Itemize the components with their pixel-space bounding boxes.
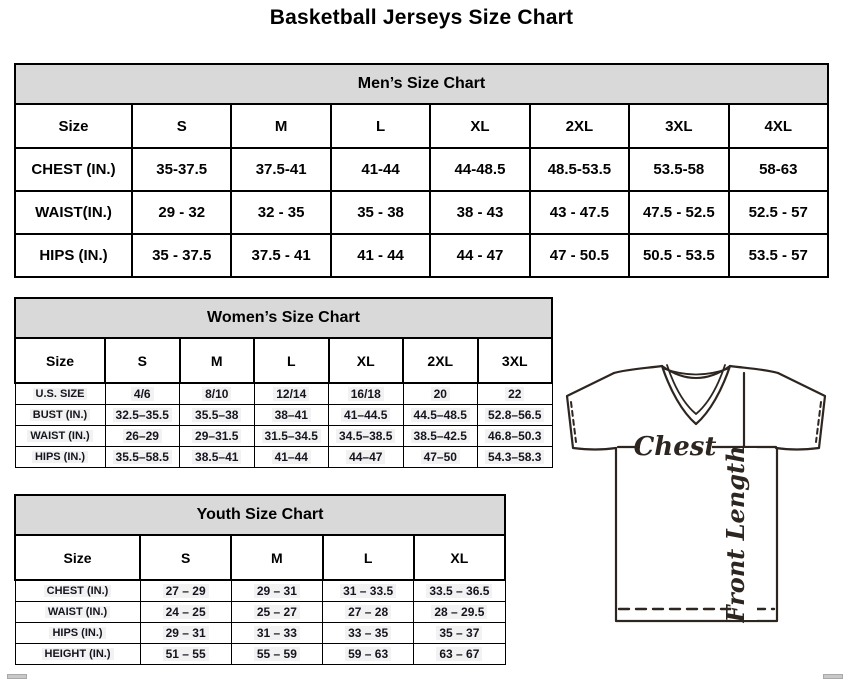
cell-text: CHEST (IN.) bbox=[44, 585, 112, 597]
table-cell bbox=[329, 447, 404, 468]
table-cell bbox=[180, 405, 255, 426]
row-label: CHEST (IN.) bbox=[15, 148, 132, 191]
cell-text: BUST (IN.) bbox=[30, 409, 90, 421]
table-cell bbox=[254, 383, 329, 405]
mens-size-table bbox=[14, 63, 829, 278]
table-cell bbox=[254, 405, 329, 426]
cell-text: 16/18 bbox=[348, 387, 384, 401]
cell-text: 4/6 bbox=[131, 387, 154, 401]
table-row bbox=[15, 602, 505, 623]
table-cell bbox=[403, 447, 478, 468]
column-header: XL bbox=[329, 338, 404, 383]
table-cell bbox=[329, 405, 404, 426]
cell-text: 44.5–48.5 bbox=[411, 408, 470, 422]
column-header: 2XL bbox=[403, 338, 478, 383]
cell-text: 26–29 bbox=[123, 429, 162, 443]
cell-text: 33.5 – 36.5 bbox=[426, 584, 492, 598]
column-header: M bbox=[231, 535, 322, 580]
cell-text: U.S. SIZE bbox=[33, 388, 88, 400]
cell-text: 41–44 bbox=[272, 450, 311, 464]
table-row bbox=[15, 383, 552, 405]
table-cell bbox=[231, 580, 322, 602]
womens-size-table bbox=[14, 297, 553, 468]
cell-text: 33 – 35 bbox=[345, 626, 391, 640]
cell-text: 31.5–34.5 bbox=[262, 429, 321, 443]
cell-text: 59 – 63 bbox=[345, 647, 391, 661]
column-header: Size bbox=[15, 535, 140, 580]
table-row bbox=[15, 623, 505, 644]
table-row bbox=[15, 234, 828, 277]
row-label bbox=[15, 383, 105, 405]
row-label: HIPS (IN.) bbox=[15, 234, 132, 277]
column-header: XL bbox=[414, 535, 505, 580]
cell-text: 28 – 29.5 bbox=[431, 605, 487, 619]
table-cell: 47 - 50.5 bbox=[530, 234, 629, 277]
table-cell: 41 - 44 bbox=[331, 234, 430, 277]
column-header: M bbox=[231, 104, 330, 148]
table-cell: 37.5 - 41 bbox=[231, 234, 330, 277]
cell-text: 27 – 28 bbox=[345, 605, 391, 619]
cell-text: 27 – 29 bbox=[163, 584, 209, 598]
table-cell bbox=[231, 602, 322, 623]
cell-text: 8/10 bbox=[202, 387, 231, 401]
chest-label: Chest bbox=[633, 432, 717, 462]
cell-text: 51 – 55 bbox=[163, 647, 209, 661]
table-cell: 41-44 bbox=[331, 148, 430, 191]
cell-text: 12/14 bbox=[273, 387, 309, 401]
cell-text: 41–44.5 bbox=[341, 408, 390, 422]
table-cell: 43 - 47.5 bbox=[530, 191, 629, 234]
cell-text: 54.3–58.3 bbox=[485, 450, 544, 464]
cell-text: 24 – 25 bbox=[163, 605, 209, 619]
row-label bbox=[15, 580, 140, 602]
cell-text: 25 – 27 bbox=[254, 605, 300, 619]
cell-text: 38.5–42.5 bbox=[411, 429, 470, 443]
column-header: S bbox=[132, 104, 231, 148]
cell-text: 44–47 bbox=[346, 450, 385, 464]
row-label bbox=[15, 602, 140, 623]
cell-text: 47–50 bbox=[421, 450, 460, 464]
table-cell: 38 - 43 bbox=[430, 191, 529, 234]
table-cell: 35 - 37.5 bbox=[132, 234, 231, 277]
cell-text: 38–41 bbox=[272, 408, 311, 422]
table-cell bbox=[180, 426, 255, 447]
cell-text: 34.5–38.5 bbox=[336, 429, 395, 443]
jersey-icon bbox=[556, 356, 834, 628]
column-header: Size bbox=[15, 338, 105, 383]
table-cell: 35 - 38 bbox=[331, 191, 430, 234]
table-cell: 35-37.5 bbox=[132, 148, 231, 191]
column-header: 3XL bbox=[478, 338, 553, 383]
table-cell: 48.5-53.5 bbox=[530, 148, 629, 191]
table-cell bbox=[329, 426, 404, 447]
table-cell bbox=[105, 383, 180, 405]
table-cell: 53.5-58 bbox=[629, 148, 728, 191]
table-cell: 47.5 - 52.5 bbox=[629, 191, 728, 234]
row-label bbox=[15, 644, 140, 665]
table-cell bbox=[323, 580, 414, 602]
table-cell bbox=[231, 644, 322, 665]
table-cell: 44-48.5 bbox=[430, 148, 529, 191]
column-header: S bbox=[140, 535, 231, 580]
table-cell bbox=[231, 623, 322, 644]
table-cell bbox=[254, 447, 329, 468]
table-cell bbox=[478, 383, 553, 405]
table-row bbox=[15, 580, 505, 602]
table-cell bbox=[329, 383, 404, 405]
table-row bbox=[15, 148, 828, 191]
table-row bbox=[15, 447, 552, 468]
table-row bbox=[15, 644, 505, 665]
row-label: WAIST(IN.) bbox=[15, 191, 132, 234]
table-cell bbox=[180, 383, 255, 405]
cell-text: 46.8–50.3 bbox=[485, 429, 544, 443]
table-cell bbox=[105, 405, 180, 426]
cell-text: HIPS (IN.) bbox=[32, 451, 88, 463]
table-cell bbox=[140, 644, 231, 665]
cell-text: 35.5–38 bbox=[192, 408, 241, 422]
column-header: L bbox=[254, 338, 329, 383]
table-cell bbox=[478, 426, 553, 447]
column-header: 3XL bbox=[629, 104, 728, 148]
table-cell: 37.5-41 bbox=[231, 148, 330, 191]
page-title: Basketball Jerseys Size Chart bbox=[269, 6, 574, 29]
cell-text: WAIST (IN.) bbox=[27, 430, 92, 442]
table-cell bbox=[140, 602, 231, 623]
cell-text: HEIGHT (IN.) bbox=[42, 648, 114, 660]
row-label bbox=[15, 426, 105, 447]
table-cell bbox=[414, 623, 505, 644]
column-header: Size bbox=[15, 104, 132, 148]
table-row bbox=[15, 191, 828, 234]
jersey-measurement-diagram bbox=[556, 356, 834, 628]
column-header: 2XL bbox=[530, 104, 629, 148]
row-label bbox=[15, 623, 140, 644]
table-cell bbox=[478, 405, 553, 426]
table-title: Men’s Size Chart bbox=[15, 64, 828, 104]
table-cell bbox=[414, 580, 505, 602]
front-length-label: Front Length bbox=[721, 445, 750, 623]
cell-text: 55 – 59 bbox=[254, 647, 300, 661]
column-header: 4XL bbox=[729, 104, 828, 148]
column-header: S bbox=[105, 338, 180, 383]
cell-text: 29 – 31 bbox=[254, 584, 300, 598]
cell-text: 63 – 67 bbox=[436, 647, 482, 661]
table-title: Youth Size Chart bbox=[15, 495, 505, 535]
scrollbar-fragment-right bbox=[823, 674, 843, 679]
column-header: XL bbox=[430, 104, 529, 148]
table-cell bbox=[323, 644, 414, 665]
cell-text: 31 – 33 bbox=[254, 626, 300, 640]
row-label bbox=[15, 405, 105, 426]
cell-text: 29–31.5 bbox=[192, 429, 241, 443]
table-row bbox=[15, 405, 552, 426]
cell-text: 32.5–35.5 bbox=[113, 408, 172, 422]
table-cell bbox=[403, 405, 478, 426]
table-cell bbox=[140, 623, 231, 644]
table-cell bbox=[403, 383, 478, 405]
table-cell: 29 - 32 bbox=[132, 191, 231, 234]
table-cell bbox=[414, 602, 505, 623]
cell-text: 31 – 33.5 bbox=[340, 584, 396, 598]
table-cell: 50.5 - 53.5 bbox=[629, 234, 728, 277]
table-cell bbox=[105, 447, 180, 468]
cell-text: 35 – 37 bbox=[436, 626, 482, 640]
youth-size-table bbox=[14, 494, 506, 665]
table-cell bbox=[478, 447, 553, 468]
table-cell: 52.5 - 57 bbox=[729, 191, 828, 234]
cell-text: 38.5–41 bbox=[192, 450, 241, 464]
table-cell bbox=[254, 426, 329, 447]
table-cell: 58-63 bbox=[729, 148, 828, 191]
table-cell bbox=[105, 426, 180, 447]
cell-text: 35.5–58.5 bbox=[113, 450, 172, 464]
cell-text: 52.8–56.5 bbox=[485, 408, 544, 422]
column-header: L bbox=[323, 535, 414, 580]
cell-text: 29 – 31 bbox=[163, 626, 209, 640]
table-title: Women’s Size Chart bbox=[15, 298, 552, 338]
cell-text: WAIST (IN.) bbox=[45, 606, 110, 618]
table-cell bbox=[414, 644, 505, 665]
row-label bbox=[15, 447, 105, 468]
table-cell bbox=[323, 623, 414, 644]
column-header: M bbox=[180, 338, 255, 383]
table-cell: 53.5 - 57 bbox=[729, 234, 828, 277]
table-cell: 44 - 47 bbox=[430, 234, 529, 277]
table-cell bbox=[403, 426, 478, 447]
table-cell bbox=[180, 447, 255, 468]
table-row bbox=[15, 426, 552, 447]
scrollbar-fragment-left bbox=[7, 674, 27, 679]
cell-text: 20 bbox=[431, 387, 450, 401]
cell-text: HIPS (IN.) bbox=[49, 627, 105, 639]
column-header: L bbox=[331, 104, 430, 148]
table-cell bbox=[140, 580, 231, 602]
table-cell: 32 - 35 bbox=[231, 191, 330, 234]
table-cell bbox=[323, 602, 414, 623]
cell-text: 22 bbox=[505, 387, 524, 401]
